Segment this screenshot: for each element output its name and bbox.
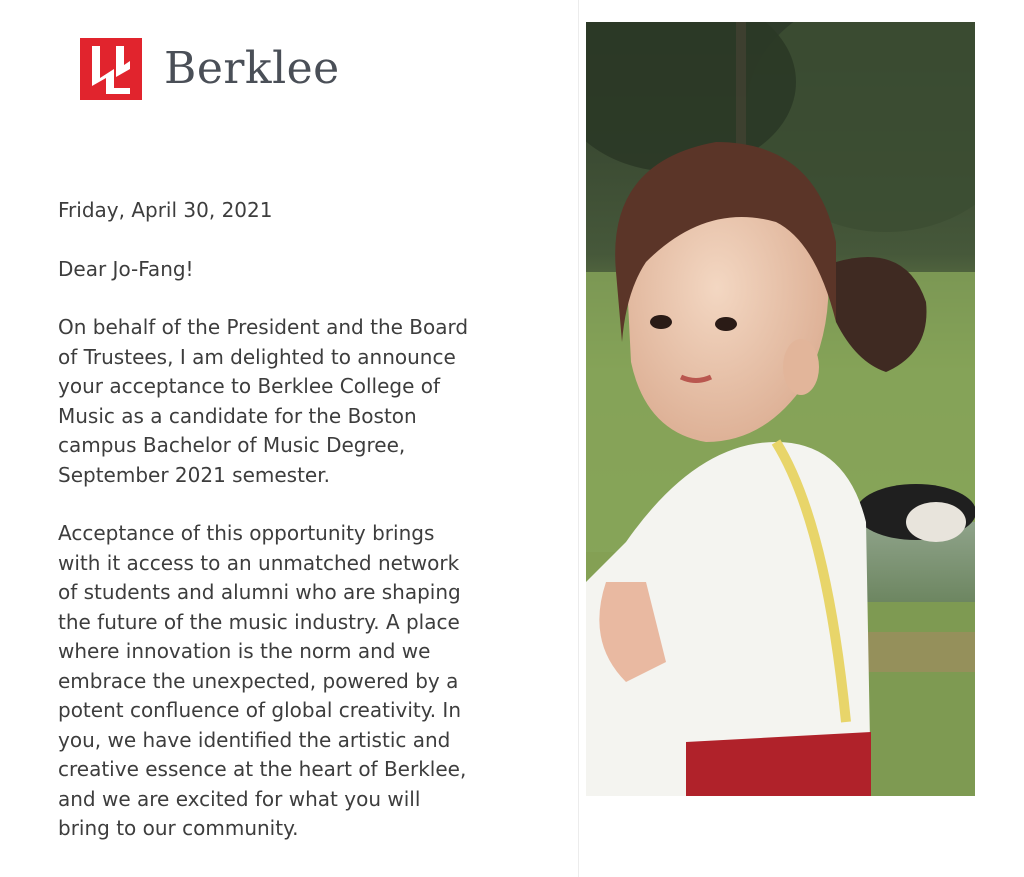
child-portrait-photo-icon [586, 22, 975, 796]
letter-paragraph-1: On behalf of the President and the Board of Trustees, I am delighted to announce your acceptance to Berklee College of Music as a candidate for the Boston campus Bachelor of Music Degree, September 2021 semester. [58, 315, 469, 487]
panel-divider [578, 0, 579, 877]
berklee-logo [80, 38, 340, 100]
letter-date: Friday, April 30, 2021 [58, 198, 273, 222]
letter-body [58, 196, 558, 873]
berklee-logo-icon [80, 38, 142, 100]
brand-name: Berklee [164, 43, 340, 94]
letter-paragraph-2: Acceptance of this opportunity brings with it access to an unmatched network of students and alumni who are shaping the future of the music industry. A place where innovation is the norm and we embrace the unexpected, powered by a potent confluence of global creativity. In you, we have identified the artistic and creative essence at the heart of Berklee, and we are excited for what you will bring to our community. [58, 521, 467, 840]
letter-greeting: Dear Jo-Fang! [58, 256, 194, 281]
child-portrait-photo [586, 22, 975, 796]
